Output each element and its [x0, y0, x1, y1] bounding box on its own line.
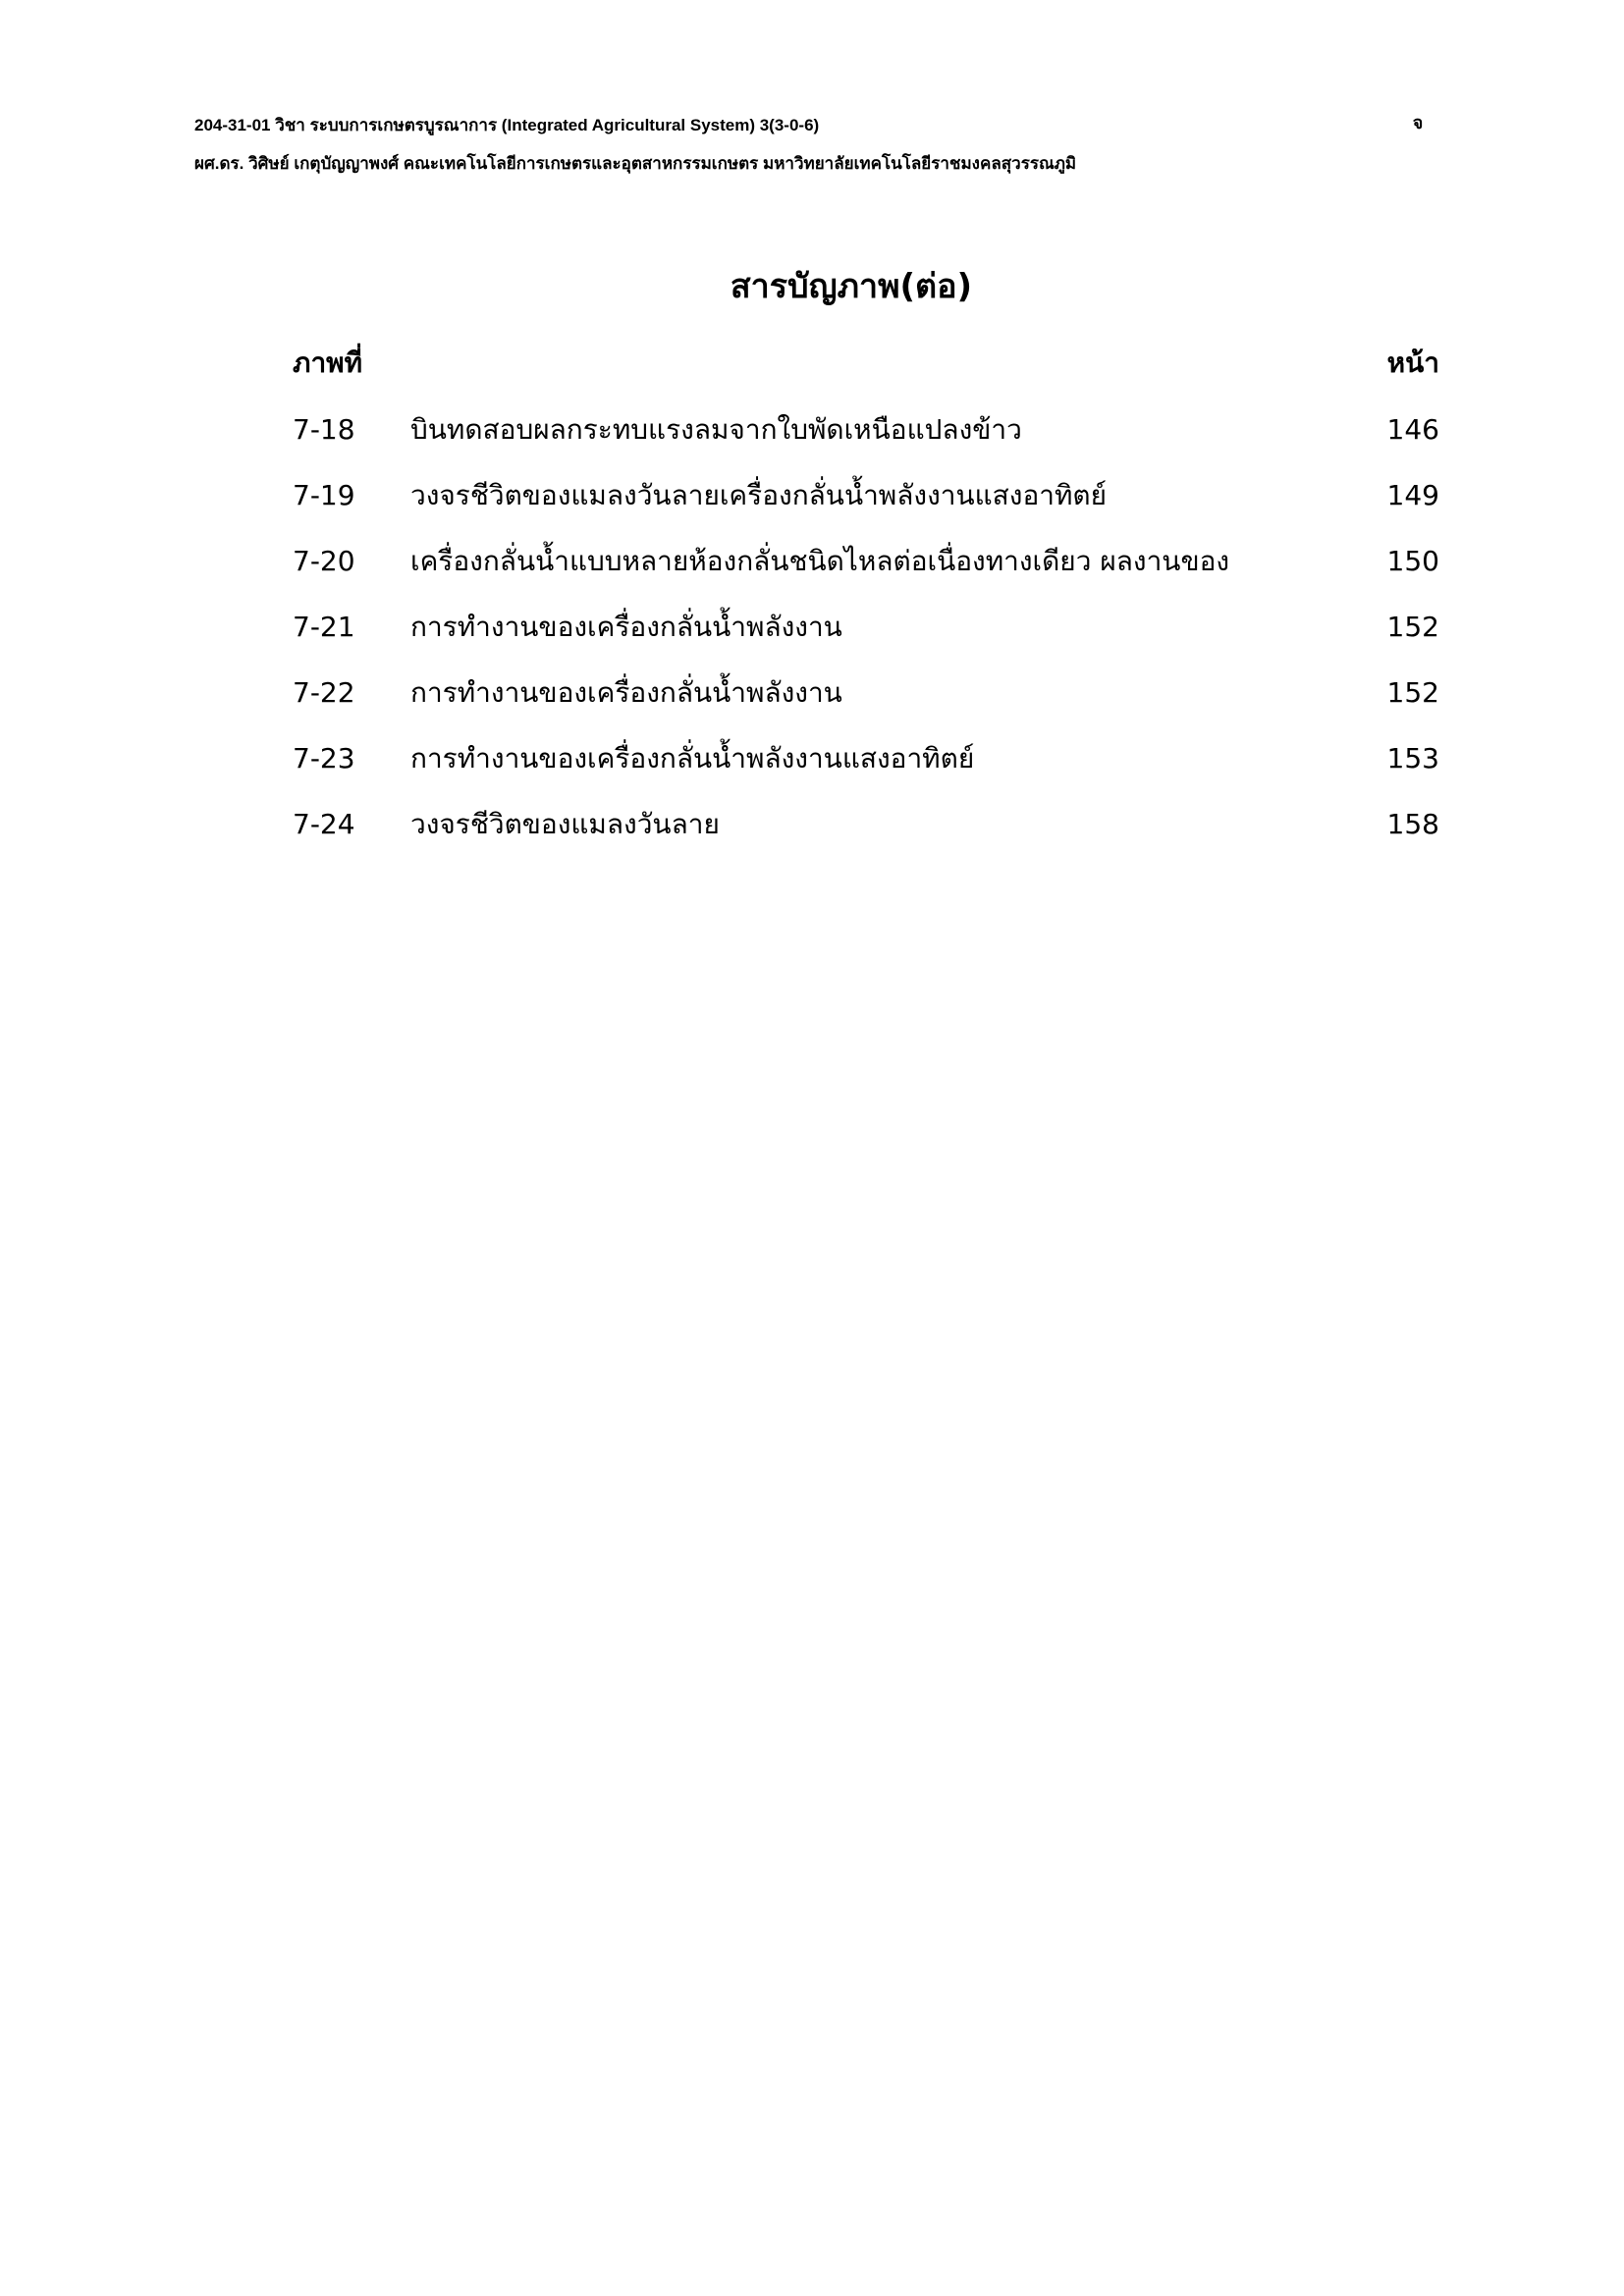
list-item[interactable]	[293, 608, 1439, 673]
list-item[interactable]	[293, 410, 1439, 476]
list-item[interactable]	[293, 542, 1439, 608]
figure-page: 153	[1386, 742, 1439, 774]
figure-page: 149	[1386, 479, 1439, 511]
figure-caption: บินทดสอบผลกระทบแรงลมจากใบพัดเหนือแปลงข้าว	[410, 413, 1022, 446]
figure-number: 7-18	[293, 413, 355, 446]
figure-page: 152	[1386, 611, 1439, 643]
page-number: จ	[1412, 113, 1424, 133]
figure-column-heading: ภาพที่	[293, 347, 363, 379]
course-header: 204-31-01 วิชา ระบบการเกษตรบูรณาการ (Integrated Agricultural System) 3(3-0-6)	[194, 116, 820, 134]
figure-number: 7-24	[293, 808, 355, 840]
figure-number: 7-20	[293, 545, 355, 577]
figure-number: 7-23	[293, 742, 355, 774]
list-item[interactable]	[293, 805, 1439, 871]
author-header: ผศ.ดร. วิศิษย์ เกตุบัญญาพงศ์ คณะเทคโนโลยีการเกษตรและอุตสาหกรรมเกษตร มหาวิทยาลัยเทคโนโลยีราชมงคลสุวรรณภูมิ	[194, 154, 1077, 173]
page-title: สารบัญภาพ(ต่อ)	[730, 267, 973, 306]
figure-number: 7-21	[293, 611, 355, 643]
figure-page: 146	[1386, 413, 1439, 446]
figure-list	[293, 410, 1439, 871]
figure-caption: เครื่องกลั่นน้ำแบบหลายห้องกลั่นชนิดไหลต่อเนื่องทางเดียว ผลงานของ	[410, 545, 1230, 577]
figure-caption: วงจรชีวิตของแมลงวันลาย	[410, 808, 720, 840]
figure-caption: การทำงานของเครื่องกลั่นน้ำพลังงาน	[410, 611, 842, 643]
list-item[interactable]	[293, 673, 1439, 739]
figure-caption: วงจรชีวิตของแมลงวันลายเครื่องกลั่นน้ำพลังงานแสงอาทิตย์	[410, 479, 1108, 511]
figure-page: 158	[1386, 808, 1439, 840]
figure-page: 152	[1386, 676, 1439, 709]
list-item[interactable]	[293, 476, 1439, 542]
list-item[interactable]	[293, 739, 1439, 805]
figure-number: 7-22	[293, 676, 355, 709]
page-column-heading: หน้า	[1386, 347, 1439, 379]
figure-number: 7-19	[293, 479, 355, 511]
figure-page: 150	[1386, 545, 1439, 577]
figure-caption: การทำงานของเครื่องกลั่นน้ำพลังงาน	[410, 676, 842, 709]
figure-caption: การทำงานของเครื่องกลั่นน้ำพลังงานแสงอาทิตย์	[410, 742, 975, 774]
